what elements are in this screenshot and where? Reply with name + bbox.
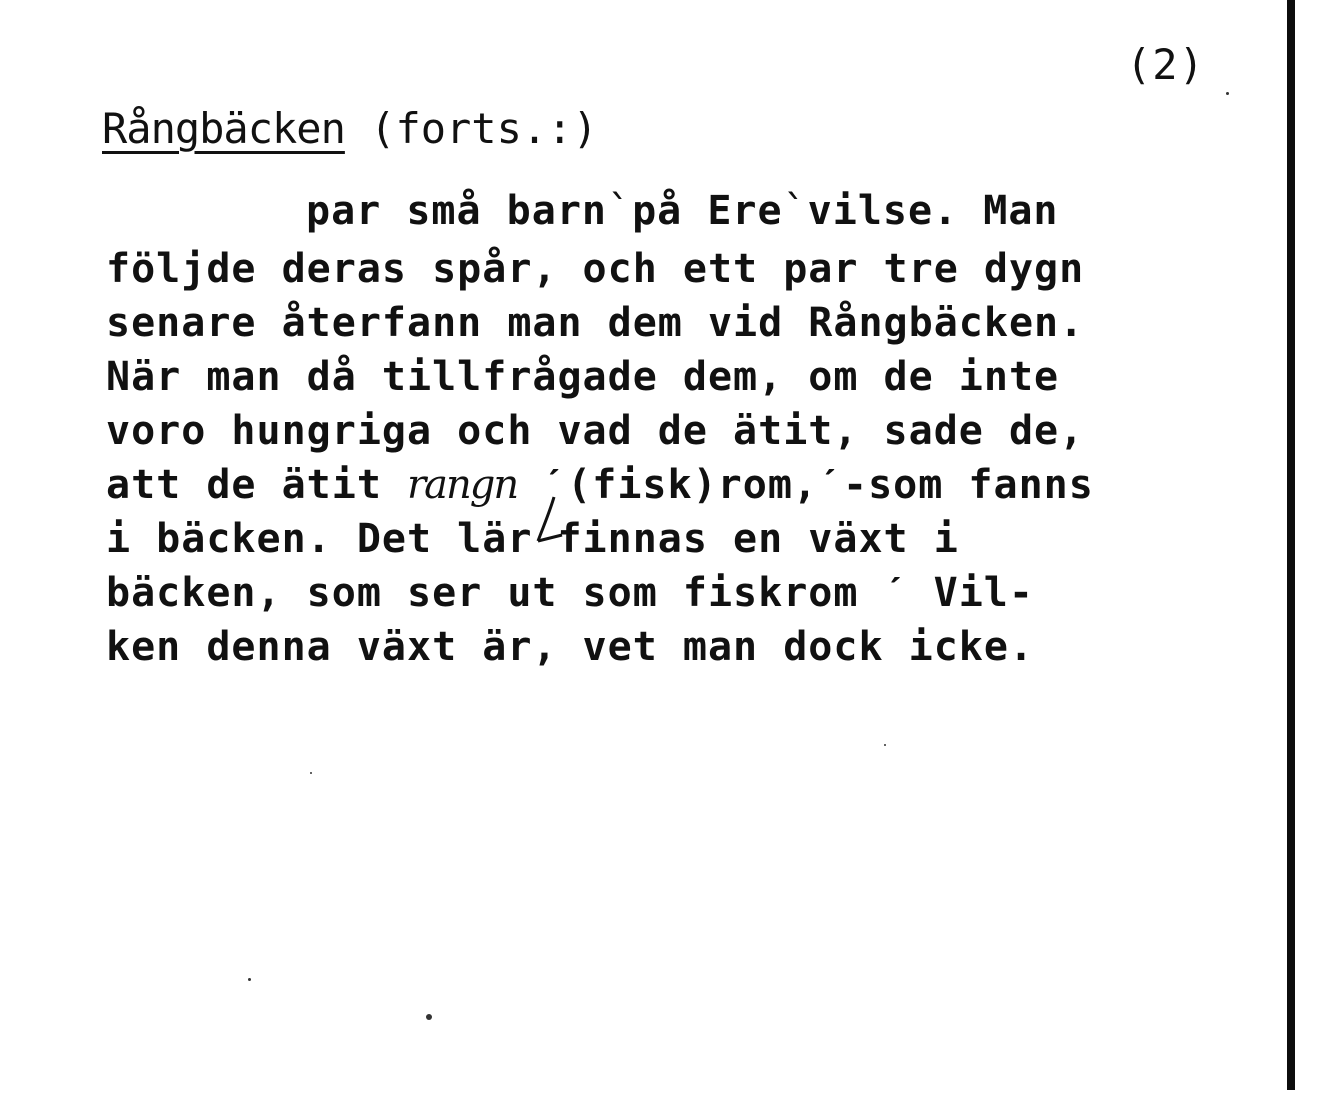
card-heading — [102, 104, 598, 153]
text-line-9: ken denna växt är, vet man dock icke. — [106, 624, 1035, 670]
heading-suffix: (forts.:) — [344, 104, 598, 153]
text-line-6 — [106, 462, 1094, 511]
text-line-1 — [306, 188, 1059, 234]
line6-part-a: att de ätit — [106, 462, 407, 508]
line1-part-b: på — [632, 188, 708, 234]
ink-speck — [310, 772, 312, 774]
text-line-3: senare återfann man dem vid Rångbäcken. — [106, 300, 1085, 346]
text-line-4: När man då tillfrågade dem, om de inte — [106, 354, 1060, 400]
line1-tick-1: ` — [606, 188, 633, 234]
text-line-2: följde deras spår, och ett par tre dygn — [106, 246, 1085, 292]
ink-speck — [884, 744, 886, 746]
page-number: (2) — [1126, 40, 1205, 89]
ink-speck — [248, 978, 251, 981]
ink-speck — [1226, 92, 1229, 95]
card-edge-line — [1287, 0, 1295, 1090]
line1-tick-2: ` — [782, 188, 808, 234]
handwritten-word: rangn — [406, 462, 518, 508]
text-line-7: i bäcken. Det lär finnas en växt i — [106, 516, 959, 562]
line6-part-b: ˊ(fisk)rom,ˊ-som fanns — [517, 462, 1094, 508]
line1-part-a: par små barn — [306, 188, 607, 234]
line1-part-c: Ere — [707, 188, 783, 234]
text-line-5: voro hungriga och vad de ätit, sade de, — [106, 408, 1085, 454]
heading-place-name: Rångbäcken — [102, 104, 345, 153]
text-line-8: bäcken, som ser ut som fiskrom ˊ Vil- — [106, 570, 1034, 616]
ink-speck — [426, 1014, 432, 1020]
line1-part-d: vilse. Man — [807, 188, 1059, 234]
